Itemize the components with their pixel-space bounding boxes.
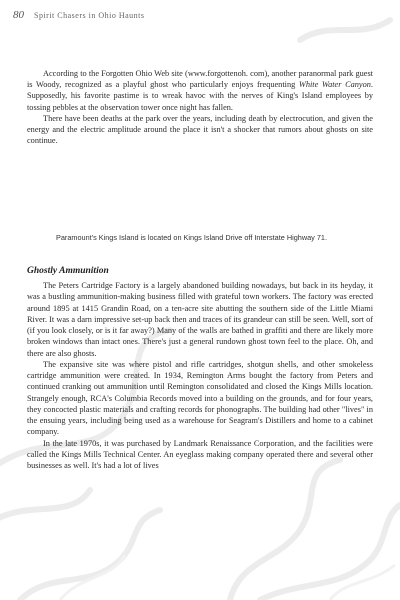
paragraph-woody — [27, 68, 373, 113]
intro-text-block — [27, 68, 373, 146]
main-text-block — [27, 280, 373, 471]
section-heading: Ghostly Ammunition — [27, 266, 109, 276]
running-header — [13, 9, 145, 25]
paragraph-site: The expansive site was where pistol and rifle cartridges, shotgun shells, and other smokeless cartridge ammunition were created. In 1934, Remington Arms bought the factory from Peters and continued cranking out ammunition until Remington consolidated and closed the Kings Mills location. Strangely enough, RCA's Columbia Records moved into a building on the grounds, and for four years, they concocted plastic materials and crafting records for phonographs. The building had other "lives" in the ensuing years, including being used as a warehouse for Seagram's Distillers and home to a cabinet company. — [27, 359, 373, 437]
ride-name: White Water Canyon — [298, 80, 371, 90]
paragraph-text: . Supposedly, his favorite pastime is to wreak havoc with the nerves of King's Island employees by tossing pebbles at the observation tower once night has fallen. — [27, 80, 373, 112]
paragraph-text: There have been deaths at the park over the years, including death by electrocution, and given the energy and the electric amplitude around the place it isn't a shocker that rumors about ghosts on site continue. — [27, 113, 373, 146]
page-number: 80 — [13, 9, 24, 21]
note-text: Paramount's Kings Island is located on Kings Island Drive off Interstate Highway 71. — [56, 233, 327, 242]
paragraph-1970s: In the late 1970s, it was purchased by Landmark Renaissance Corporation, and the facilities were called the Kings Mills Technical Center. An eyeglass making company operated there and several other businesses as well. It's had a lot of lives — [27, 438, 373, 470]
paragraph-factory: The Peters Cartridge Factory is a largely abandoned building nowadays, but back in its heyday, it was a bustling ammunition-making business filled with grateful town workers. The factory was erected around 1895 at 1415 Grandin Road, on a ten-acre site abutting the southern side of the Little Miami River. It was a darn impressive set-up back then and traces of its grandeur can still be seen. Well, sort of (if you look closely, or is it far away?) Many of the walls are bathed in graffiti and there are likely more broken windows than intact ones. There's just a general rundown ghost town feel to the place. Oh, and there are also ghosts. — [27, 281, 373, 358]
running-title: Spirit Chasers in Ohio Haunts — [34, 11, 145, 20]
paragraph-text: According to the Forgotten Ohio Web site (www.forgottenoh. com), another paranormal park guest is Woody, recognized as a playful ghost who particularly enjoys frequenting — [27, 69, 373, 90]
paragraph-deaths — [27, 113, 373, 147]
location-note — [46, 233, 346, 243]
